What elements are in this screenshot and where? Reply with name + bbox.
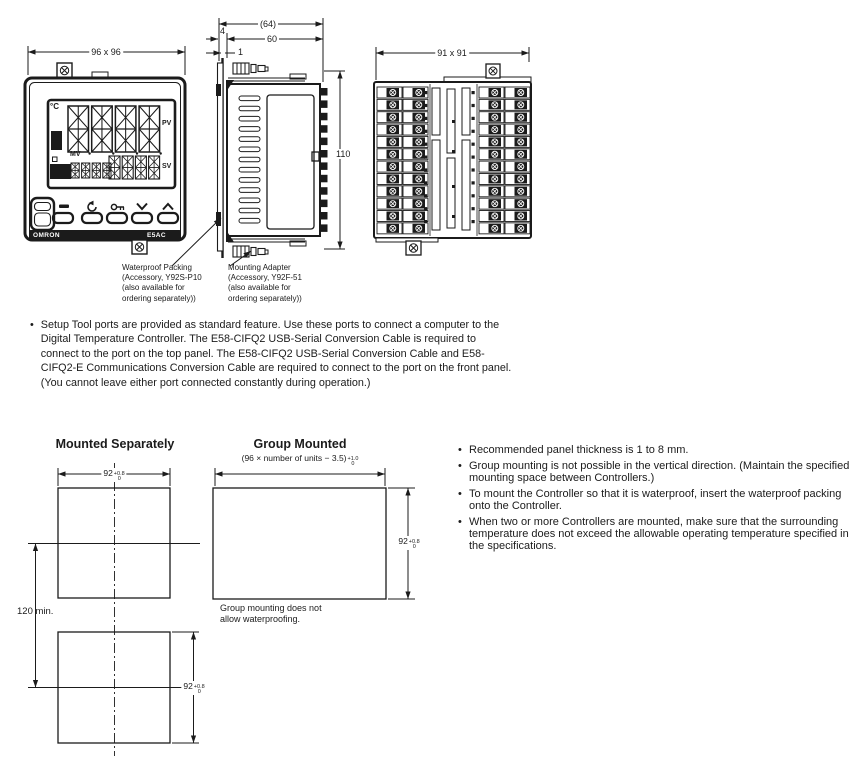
formula-text: (96 × number of units − 3.5)	[241, 453, 347, 463]
setup-note-line: Setup Tool ports are provided as standard feature. Use these ports to connect a computer to the	[40, 319, 500, 331]
callout-line: Mounting Adapter	[228, 263, 291, 272]
group-width-formula: (96 × number of units − 3.5) +1.0 0	[241, 453, 359, 467]
pv-label: PV	[162, 120, 172, 127]
mounting-notes	[458, 444, 850, 556]
note-text: When two or more Controllers are mounted, make sure that the surrounding temperature does not exceed the allowable operating temperature specified in the specifications.	[469, 515, 849, 552]
side-bezel-dim-label: 4	[220, 26, 226, 36]
setup-note-line: connect to the port on the top panel. The E58-CIFQ2 USB-Serial Conversion Cable and E58-	[40, 347, 485, 360]
mounted-separately-title: Mounted Separately	[55, 437, 175, 451]
pf-key-icon	[59, 205, 69, 209]
model-logo: E5AC	[147, 231, 166, 239]
vent-slots	[239, 96, 260, 223]
sv-label: SV	[162, 163, 172, 170]
caption-line: Group mounting does not	[220, 603, 322, 613]
waterproof-packing-callout	[122, 263, 202, 304]
callout-line: (Accessory, Y92F-51	[228, 273, 302, 283]
callout-line: (also available for	[122, 283, 185, 293]
front-width-dim-label: 96 x 96	[91, 47, 121, 57]
side-depth-dim-label: 60	[266, 34, 278, 44]
cutout-square-1	[58, 488, 170, 598]
note-item	[458, 516, 850, 553]
bullet-icon: •	[458, 515, 462, 528]
group-mounted-drawing	[213, 468, 415, 599]
brand-logo: OMRON	[33, 231, 60, 239]
display-unit-label: °C	[50, 102, 59, 111]
waterproof-packing-top	[216, 84, 221, 96]
mounting-adapter-top	[228, 63, 306, 81]
mounted-separately-drawing	[28, 463, 200, 756]
rear-dim-label: 91 x 91	[437, 48, 467, 58]
bullet-icon: •	[458, 459, 462, 472]
rear-view	[374, 47, 531, 255]
callout-line: ordering separately))	[228, 293, 302, 303]
separate-height-dim-label: 92 +0.8 0	[183, 681, 205, 695]
mounting-adapter-bottom	[228, 239, 306, 257]
callout-line: (Accessory, Y92S-P10	[122, 273, 202, 283]
setup-note-line: (You cannot leave either port connected constantly during operation.)	[40, 376, 371, 389]
panel-cutout-drawings	[0, 430, 440, 772]
callout-line: ordering separately))	[122, 293, 196, 303]
caption-line: allow waterproofing.	[220, 614, 301, 624]
side-door	[267, 95, 314, 229]
note-text: Group mounting is not possible in the vertical direction. (Maintain the specified mounting space between Controllers.)	[469, 459, 850, 484]
mv-label: MV	[70, 151, 81, 158]
bullet-icon: •	[458, 487, 462, 500]
side-height-dim-label: 110	[336, 149, 351, 159]
front-view	[25, 46, 185, 254]
bullet-icon: •	[30, 319, 34, 331]
group-mounted-title: Group Mounted	[253, 437, 347, 451]
callout-line: Waterproof Packing	[122, 263, 192, 272]
mounting-adapter-callout	[228, 263, 302, 304]
center-slots	[432, 88, 470, 230]
note-text: To mount the Controller so that it is waterproof, insert the waterproof packing onto the Controller.	[469, 487, 842, 512]
separate-width-dim-label: 92 +0.8 0	[103, 468, 125, 482]
note-item	[458, 488, 850, 512]
bullet-icon: •	[458, 444, 462, 456]
setup-note-line: CIFQ2-E Communications Conversion Cable are required to connect to the port on the front panel.	[40, 362, 512, 375]
setup-tool-note	[30, 318, 511, 390]
side-overall-dim-label: (64)	[259, 19, 277, 29]
side-panel-dim-label: 1	[238, 47, 244, 57]
note-text: Recommended panel thickness is 1 to 8 mm.	[469, 444, 689, 456]
note-item	[458, 444, 850, 456]
pitch-dim-label: 120 min.	[17, 606, 54, 617]
note-item	[458, 460, 850, 484]
group-caption	[220, 603, 322, 625]
setup-note-line: Digital Temperature Controller. The E58-CIFQ2 USB-Serial Conversion Cable is required to	[40, 333, 477, 346]
group-cutout-rect	[213, 488, 386, 599]
callout-line: (also available for	[228, 283, 291, 293]
side-view	[206, 18, 345, 258]
group-height-dim-label: 92 +0.8 0	[398, 536, 420, 550]
terminal-blocks	[377, 87, 530, 234]
